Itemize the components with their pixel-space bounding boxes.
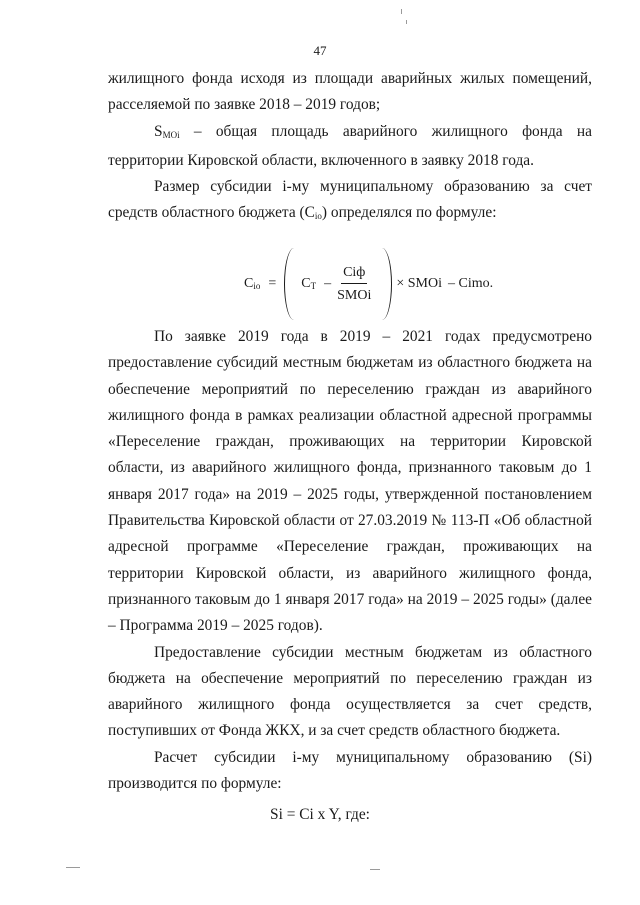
formula-right-paren xyxy=(381,248,392,320)
formula-si: Si = Ci x Y, где: xyxy=(270,806,370,823)
paragraph-3-sub: io xyxy=(314,211,322,222)
paragraph-2 xyxy=(108,119,592,175)
formula-denominator: SMOi xyxy=(337,287,372,303)
paragraph-5: Предоставление субсидии местным бюджетам из областного бюджета на обеспечение мероприятий по переселению граждан из аварийного жилищного фонда осуществляется за счет средств, поступивших от Фонда ЖКХ, и за счет средств областного бюджета. xyxy=(108,643,592,740)
paragraph-1: жилищного фонда исходя из площади аварийных жилых помещений, расселяемой по заявке 2018 – 2019 годов; xyxy=(108,70,592,114)
formula-left-paren xyxy=(284,248,295,320)
formula-fraction xyxy=(337,265,371,304)
formula-times: × SMOi xyxy=(396,276,442,291)
paragraph-3-end: ) определялся по формуле: xyxy=(321,204,497,222)
scan-mark-bottom-left xyxy=(66,867,80,868)
formula-minus-1: – xyxy=(324,276,332,291)
scan-mark-top-1 xyxy=(401,9,402,14)
formula-equals: = xyxy=(268,276,277,291)
paragraph-6: Расчет субсидии i-му муниципальному образованию (Si) производится по формуле: xyxy=(108,748,592,793)
formula-minus-2: – Cimo xyxy=(447,276,490,291)
formula-lhs-sub: io xyxy=(253,281,261,291)
paragraph-2-text: – общая площадь аварийного жилищного фонда на территории Кировской области, включенного в заявку 2018 года. xyxy=(108,122,592,169)
text-block-top xyxy=(108,66,592,230)
symbol-smoi: S xyxy=(154,122,163,140)
formula-end: . xyxy=(489,276,494,291)
formula-cio xyxy=(244,244,493,324)
formula-ct-sub: T xyxy=(310,281,317,291)
formula-numerator: Ciф xyxy=(341,265,367,284)
text-block-bottom xyxy=(108,324,592,797)
symbol-smoi-sub: MOi xyxy=(162,129,180,140)
paragraph-3-text: Размер субсидии i-му муниципальному образованию за счет средств областного бюджета (С xyxy=(108,178,592,222)
formula-ct xyxy=(301,276,316,292)
scan-mark-top-2 xyxy=(406,20,407,24)
scan-mark-bottom-center xyxy=(370,869,380,870)
formula-ct-c: С xyxy=(301,276,311,291)
formula-lhs xyxy=(244,276,260,292)
paragraph-4: По заявке 2019 года в 2019 – 2021 годах предусмотрено предоставление субсидий местным бюджетам из областного бюджета на обеспечение мероприятий по переселению граждан из аварийного жилищного фонда в рамках реализации областной адресной программы «Переселение граждан, проживающих на территории Кировской области, из аварийного жилищного фонда, признанного таковым до 1 января 2017 года» на 2019 – 2025 годы, утвержденной постановлением Правительства Кировской области от 27.03.2019 № 113-П «Об областной адресной программе «Переселение граждан, проживающих на территории Кировской области, из аварийного жилищного фонда, признанного таковым до 1 января 2017 года» на 2019 – 2025 годы» (далее – Программа 2019 – 2025 годов). xyxy=(108,328,592,635)
formula-lhs-c: С xyxy=(244,276,254,291)
page-number: 47 xyxy=(313,43,327,58)
paragraph-3 xyxy=(108,174,592,230)
